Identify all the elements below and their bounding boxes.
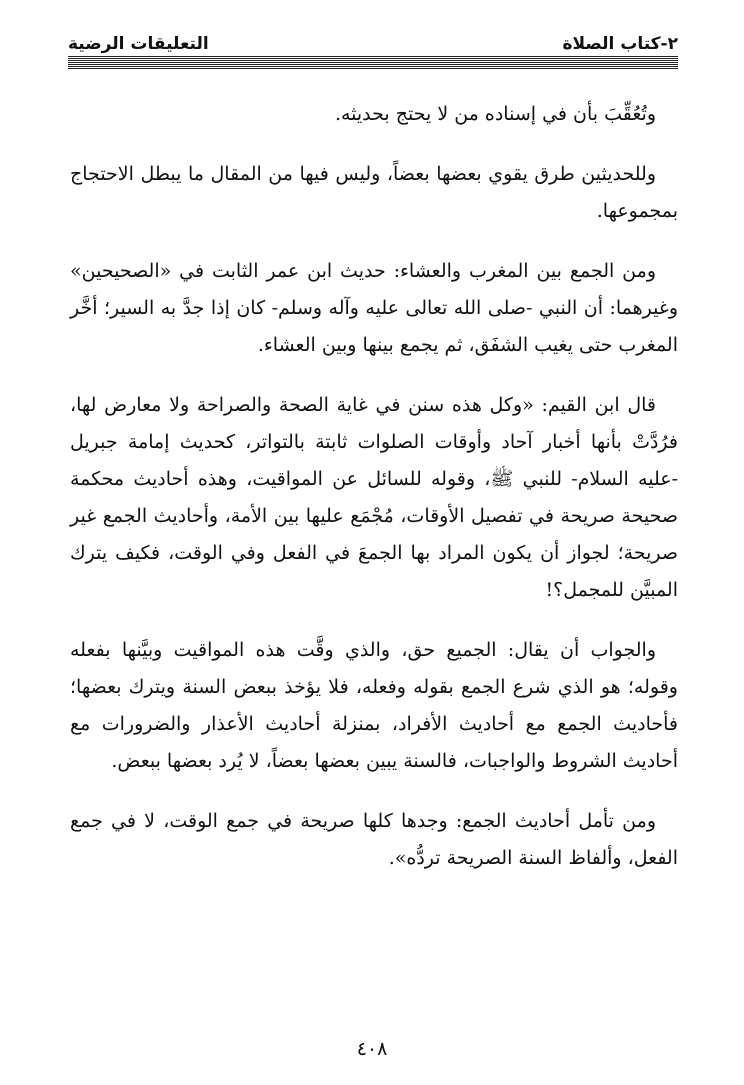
paragraph-5: والجواب أن يقال: الجميع حق، والذي وقَّت هذه المواقيت وبيَّنها بفعله وقوله؛ هو الذي شرع الجمع بقوله وفعله، فلا يؤخذ ببعض السنة ويترك بعضها؛ فأحاديث الجمع مع أحاديث الأفراد، بمنزلة أحاديث الأعذار والضرورات مع أحاديث الشروط والواجبات، فالسنة يبين بعضها بعضاً، لا يُرد بعضها ببعض. [70, 639, 678, 772]
running-header [68, 28, 678, 54]
book-title: التعليقات الرضية [68, 34, 209, 54]
page-number: ٤٠٨ [356, 1038, 388, 1060]
chapter-title: ٢-كتاب الصلاة [562, 34, 678, 54]
paragraph-3: ومن الجمع بين المغرب والعشاء: حديث ابن عمر الثابت في «الصحيحين» وغيرهما: أن النبي -صلى الله تعالى عليه وآله وسلم- كان إذا جدَّ به السير؛ أخَّر المغرب حتى يغيب الشفَق، ثم يجمع بينها وبين العشاء. [70, 260, 678, 356]
paragraph-6: ومن تأمل أحاديث الجمع: وجدها كلها صريحة في جمع الوقت، لا في جمع الفعل، وألفاظ السنة الصريحة تردُّه». [70, 810, 678, 869]
paragraph-4: قال ابن القيم: «وكل هذه سنن في غاية الصحة والصراحة ولا معارض لها، فرُدَّتْ بأنها أخبار آحاد وأوقات الصلوات ثابتة بالتواتر، كحديث إمامة جبريل -عليه السلام- للنبي ﷺ، وقوله للسائل عن المواقيت، وهذه أحاديث محكمة صحيحة صريحة في تفصيل الأوقات، مُجْمَع عليها بين الأمة، وأحاديث الجمع غير صريحة؛ لجواز أن يكون المراد بها الجمعَ في الفعل وفي الوقت، فكيف يترك المبيَّن للمجمل؟! [70, 394, 678, 601]
page-body [70, 96, 678, 900]
paragraph-2: وللحديثين طرق يقوي بعضها بعضاً، وليس فيها من المقال ما يبطل الاحتجاج بمجموعها. [70, 163, 678, 222]
header-rule [68, 56, 678, 70]
paragraph-1: وتُعُقِّبَ بأن في إسناده من لا يحتج بحديثه. [334, 103, 656, 125]
